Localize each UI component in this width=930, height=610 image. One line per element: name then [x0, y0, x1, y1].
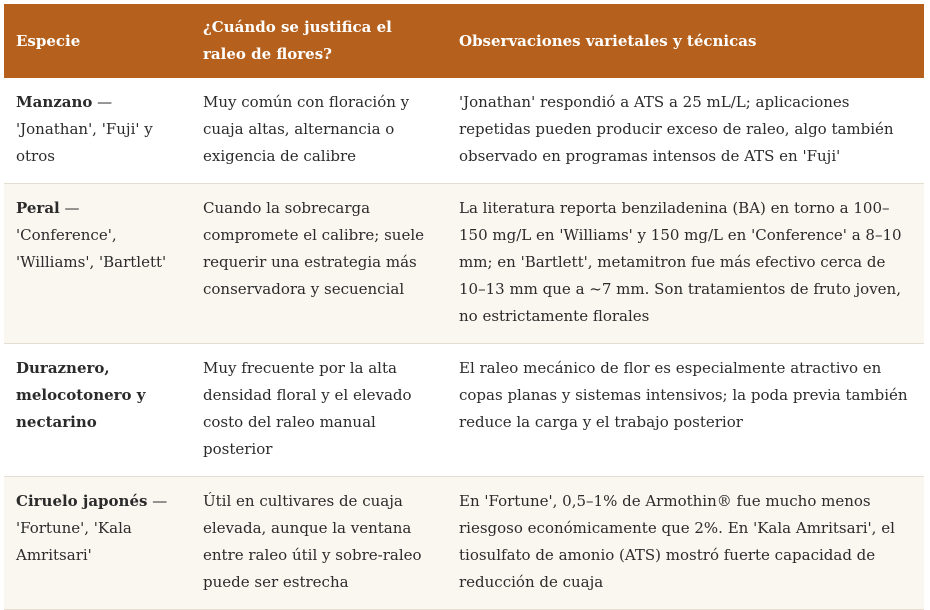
- species-name: Manzano: [16, 93, 93, 111]
- table-row: [4, 344, 924, 477]
- species-name: Peral: [16, 199, 60, 217]
- when-cell: Muy común con floración y cuaja altas, alternancia o exigencia de calibre: [191, 78, 447, 184]
- table-row: [4, 184, 924, 344]
- when-cell: Cuando la sobrecarga compromete el calibre; suele requerir una estrategia más conservadora y secuencial: [191, 184, 447, 344]
- when-cell: Muy frecuente por la alta densidad floral y el elevado costo del raleo manual posterior: [191, 344, 447, 477]
- species-name: Duraznero, melocotonero y nectarino: [16, 359, 146, 431]
- species-varieties: — 'Conference', 'Williams', 'Bartlett': [16, 199, 167, 271]
- species-cell: [4, 184, 191, 344]
- species-cell: [4, 78, 191, 184]
- table-row: [4, 477, 924, 610]
- header-species: Especie: [16, 31, 81, 50]
- table-header: [4, 4, 924, 78]
- table-body: [4, 78, 924, 610]
- species-name: Ciruelo japonés: [16, 492, 148, 510]
- notes-cell: El raleo mecánico de flor es especialmente atractivo en copas planas y sistemas intensivos; la poda previa también reduce la carga y el trabajo posterior: [447, 344, 924, 477]
- species-cell: [4, 477, 191, 610]
- notes-cell: 'Jonathan' respondió a ATS a 25 mL/L; aplicaciones repetidas pueden producir exceso de raleo, algo también observado en programas intensos de ATS en 'Fuji': [447, 78, 924, 184]
- notes-cell: En 'Fortune', 0,5–1% de Armothin® fue mucho menos riesgoso económicamente que 2%. En 'Kala Amritsari', el tiosulfato de amonio (ATS) mostró fuerte capacidad de reducción de cuaja: [447, 477, 924, 610]
- species-thinning-table: [4, 4, 924, 610]
- table-row: [4, 78, 924, 184]
- header-when-justified: ¿Cuándo se justifica el raleo de flores?: [203, 18, 392, 63]
- species-varieties: — 'Jonathan', 'Fuji' y otros: [16, 93, 153, 165]
- species-varieties: — 'Fortune', 'Kala Amritsari': [16, 492, 168, 564]
- header-observations: Observaciones varietales y técnicas: [459, 31, 757, 50]
- when-cell: Útil en cultivares de cuaja elevada, aunque la ventana entre raleo útil y sobre-raleo puede ser estrecha: [191, 477, 447, 610]
- notes-cell: La literatura reporta benziladenina (BA) en torno a 100–150 mg/L en 'Williams' y 150 mg/L en 'Conference' a 8–10 mm; en 'Bartlett', metamitron fue más efectivo cerca de 10–13 mm que a ~7 mm. Son tratamientos de fruto joven, no estrictamente florales: [447, 184, 924, 344]
- species-cell: [4, 344, 191, 477]
- species-table-container: [4, 4, 924, 610]
- header-row: [4, 4, 924, 78]
